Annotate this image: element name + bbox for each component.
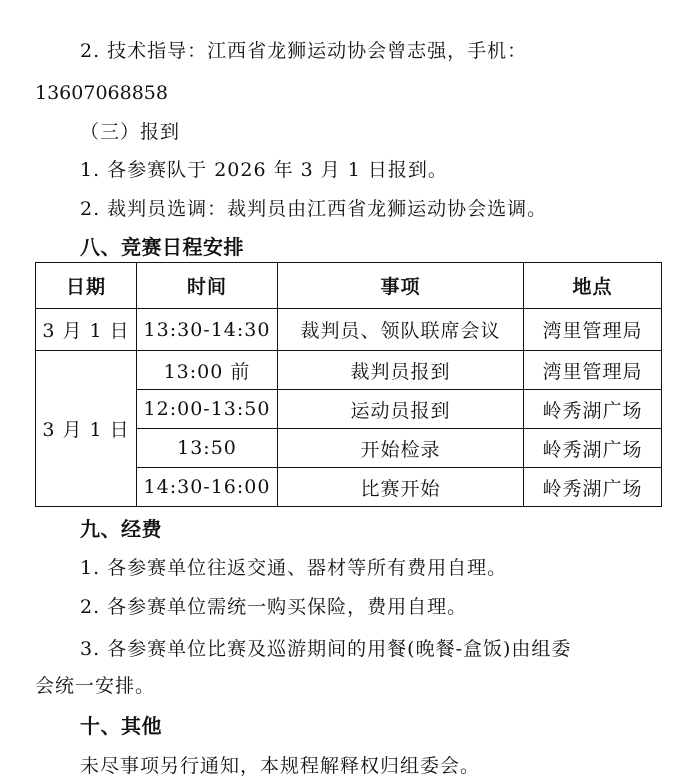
expenses-item-2: 2. 各参赛单位需统一购买保险，费用自理。 xyxy=(80,596,468,618)
cell-item: 比赛开始 xyxy=(278,468,524,507)
cell-date-merged: 3 月 1 日 xyxy=(36,351,137,507)
cell-item: 开始检录 xyxy=(278,429,524,468)
other-text: 未尽事项另行通知，本规程解释权归组委会。 xyxy=(80,755,481,777)
column-header-item: 事项 xyxy=(278,263,524,309)
expenses-item-3: 3. 各参赛单位比赛及巡游期间的用餐(晚餐-盒饭)由组委 xyxy=(80,638,572,660)
column-header-time: 时间 xyxy=(137,263,278,309)
cell-time: 13:00 前 xyxy=(137,351,278,390)
cell-item: 裁判员、领队联席会议 xyxy=(278,309,524,351)
cell-item: 裁判员报到 xyxy=(278,351,524,390)
cell-time: 13:50 xyxy=(137,429,278,468)
cell-item: 运动员报到 xyxy=(278,390,524,429)
expenses-item-3-continued: 会统一安排。 xyxy=(35,675,156,697)
tech-guidance-phone: 13607068858 xyxy=(35,82,168,104)
column-header-date: 日期 xyxy=(36,263,137,309)
cell-place: 岭秀湖广场 xyxy=(524,390,662,429)
registration-item-1: 1. 各参赛队于 2026 年 3 月 1 日报到。 xyxy=(80,159,448,181)
cell-date: 3 月 1 日 xyxy=(36,309,137,351)
table-header-row xyxy=(36,263,662,309)
cell-place: 湾里管理局 xyxy=(524,351,662,390)
registration-item-2: 2. 裁判员选调：裁判员由江西省龙狮运动协会选调。 xyxy=(80,198,548,220)
cell-place: 岭秀湖广场 xyxy=(524,468,662,507)
tech-guidance-line: 2. 技术指导：江西省龙狮运动协会曾志强，手机： xyxy=(80,40,528,62)
schedule-heading: 八、竞赛日程安排 xyxy=(80,235,244,259)
expenses-item-1: 1. 各参赛单位往返交通、器材等所有费用自理。 xyxy=(80,557,508,579)
cell-time: 14:30-16:00 xyxy=(137,468,278,507)
column-header-place: 地点 xyxy=(524,263,662,309)
table-row xyxy=(36,309,662,351)
cell-place: 湾里管理局 xyxy=(524,309,662,351)
table-row xyxy=(36,351,662,390)
registration-heading: （三）报到 xyxy=(80,121,181,143)
schedule-table xyxy=(35,262,662,507)
cell-time: 12:00-13:50 xyxy=(137,390,278,429)
cell-place: 岭秀湖广场 xyxy=(524,429,662,468)
other-heading: 十、其他 xyxy=(80,714,162,738)
expenses-heading: 九、经费 xyxy=(80,517,162,541)
cell-time: 13:30-14:30 xyxy=(137,309,278,351)
